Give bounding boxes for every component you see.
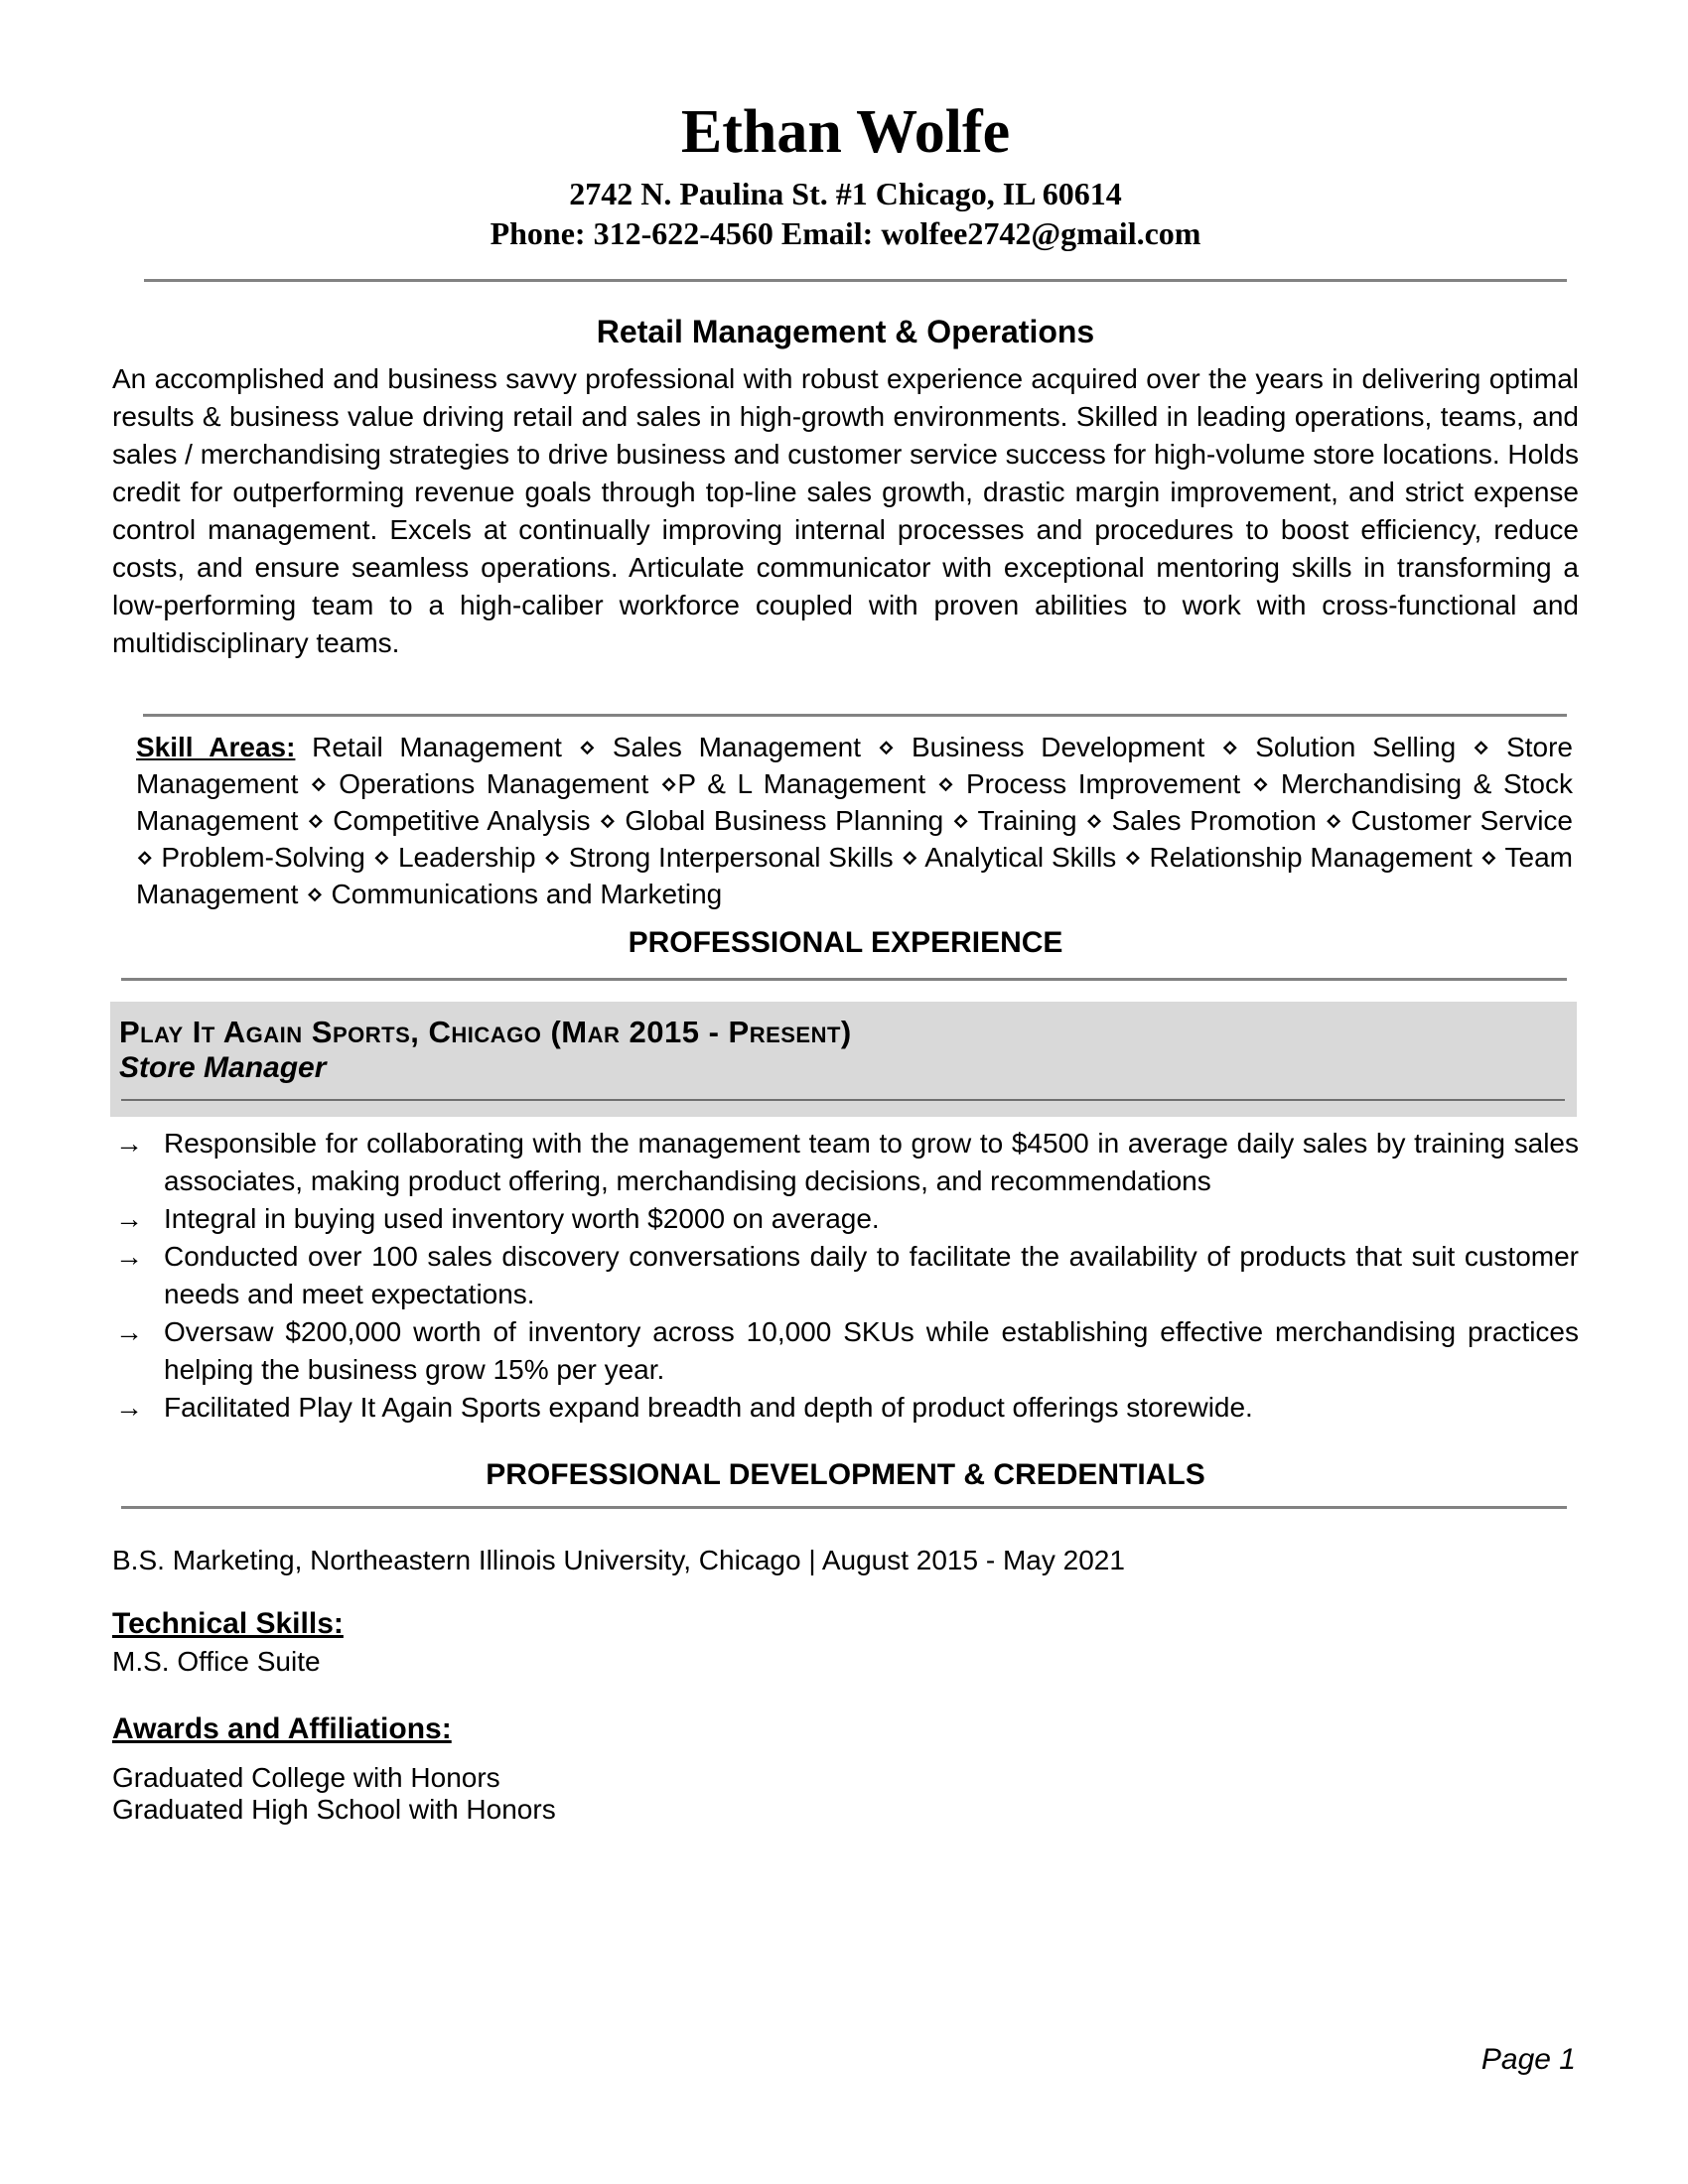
bullet-text: Facilitated Play It Again Sports expand breadth and depth of product offerings storewide. [164, 1392, 1253, 1423]
arrow-bullet-icon: → [115, 1203, 143, 1234]
bullet-item [112, 1125, 1579, 1200]
section-title-credentials: PROFESSIONAL DEVELOPMENT & CREDENTIALS [486, 1458, 1205, 1491]
education-line: B.S. Marketing, Northeastern Illinois University, Chicago | August 2015 - May 2021 [112, 1545, 1125, 1575]
summary-paragraph: An accomplished and business savvy professional with robust experience acquired over the years in delivering optimal results & business value driving retail and sales in high-growth environments. Skilled in leading operations, teams, and sales / merchandising strategies to drive business and customer service success for high-volume store locations. Holds credit for outperforming revenue goals through top-line sales growth, drastic margin improvement, and strict expense control management. Excels at continually improving internal processes and procedures to boost efficiency, reduce costs, and ensure seamless operations. Articulate communicator with exceptional mentoring skills in transforming a low-performing team to a high-caliber workforce coupled with proven abilities to work with cross-functional and multidisciplinary teams. [112, 363, 1579, 658]
divider-job-band [121, 1099, 1565, 1101]
bullet-text: Oversaw $200,000 worth of inventory across 10,000 SKUs while establishing effective merchandising practices helping the business grow 15% per year. [164, 1316, 1579, 1385]
bullet-item [112, 1389, 1579, 1427]
technical-skills-heading: Technical Skills: [112, 1607, 344, 1640]
address-line: 2742 N. Paulina St. #1 Chicago, IL 60614 [569, 176, 1122, 211]
arrow-bullet-icon: → [115, 1392, 143, 1423]
person-name: Ethan Wolfe [680, 98, 1011, 166]
job-company-line: Play It Again Sports, Chicago (Mar 2015 - Present) [119, 1015, 852, 1049]
divider-credentials [121, 1506, 1567, 1509]
divider-header [144, 279, 1567, 282]
awards-list [112, 1762, 1579, 1826]
job-header-band [110, 1002, 1577, 1117]
bullet-text: Conducted over 100 sales discovery conversations daily to facilitate the availability of products that suit customer needs and meet expectations. [164, 1241, 1579, 1309]
award-item: Graduated College with Honors [112, 1762, 500, 1793]
bullet-text: Integral in buying used inventory worth $2000 on average. [164, 1203, 880, 1234]
technical-skills-list [112, 1643, 1579, 1681]
page-number: Page 1 [1480, 2043, 1576, 2076]
bullet-item [112, 1313, 1579, 1389]
skills-label: Skill Areas: [136, 732, 296, 762]
awards-heading: Awards and Affiliations: [112, 1712, 452, 1745]
bullet-list [112, 1125, 1579, 1427]
contact-line: Phone: 312-622-4560 Email: wolfee2742@gmail.com [490, 215, 1201, 251]
bullet-item [112, 1238, 1579, 1313]
bullet-text: Responsible for collaborating with the management team to grow to $4500 in average daily sales by training sales associates, making product offering, merchandising decisions, and recommendations [164, 1128, 1579, 1196]
divider-experience [121, 978, 1567, 981]
section-title-experience: PROFESSIONAL EXPERIENCE [628, 926, 1063, 959]
resume-title: Retail Management & Operations [596, 314, 1095, 349]
arrow-bullet-icon: → [115, 1316, 143, 1347]
award-item: Graduated High School with Honors [112, 1794, 556, 1825]
job-role: Store Manager [119, 1051, 327, 1084]
skills-items-text: Retail Management ⋄ Sales Management ⋄ Business Development ⋄ Solution Selling ⋄ Store Management ⋄ Operations Management ⋄P & L Management ⋄ Process Improvement ⋄ Merchandising & Stock Management ⋄ Competitive Analysis ⋄ Global Business Planning ⋄ Training ⋄ Sales Promotion ⋄ Customer Service ⋄ Problem-Solving ⋄ Leadership ⋄ Strong Interpersonal Skills ⋄ Analytical Skills ⋄ Relationship Management ⋄ Team Management ⋄ Communications and Marketing [136, 732, 1574, 909]
divider-skills-top [143, 714, 1567, 717]
arrow-bullet-icon: → [115, 1128, 143, 1159]
technical-skill-item: M.S. Office Suite [112, 1646, 321, 1677]
bullet-item [112, 1200, 1579, 1238]
skills-list-text [295, 732, 312, 762]
arrow-bullet-icon: → [115, 1241, 143, 1272]
skills-paragraph [136, 729, 1573, 912]
